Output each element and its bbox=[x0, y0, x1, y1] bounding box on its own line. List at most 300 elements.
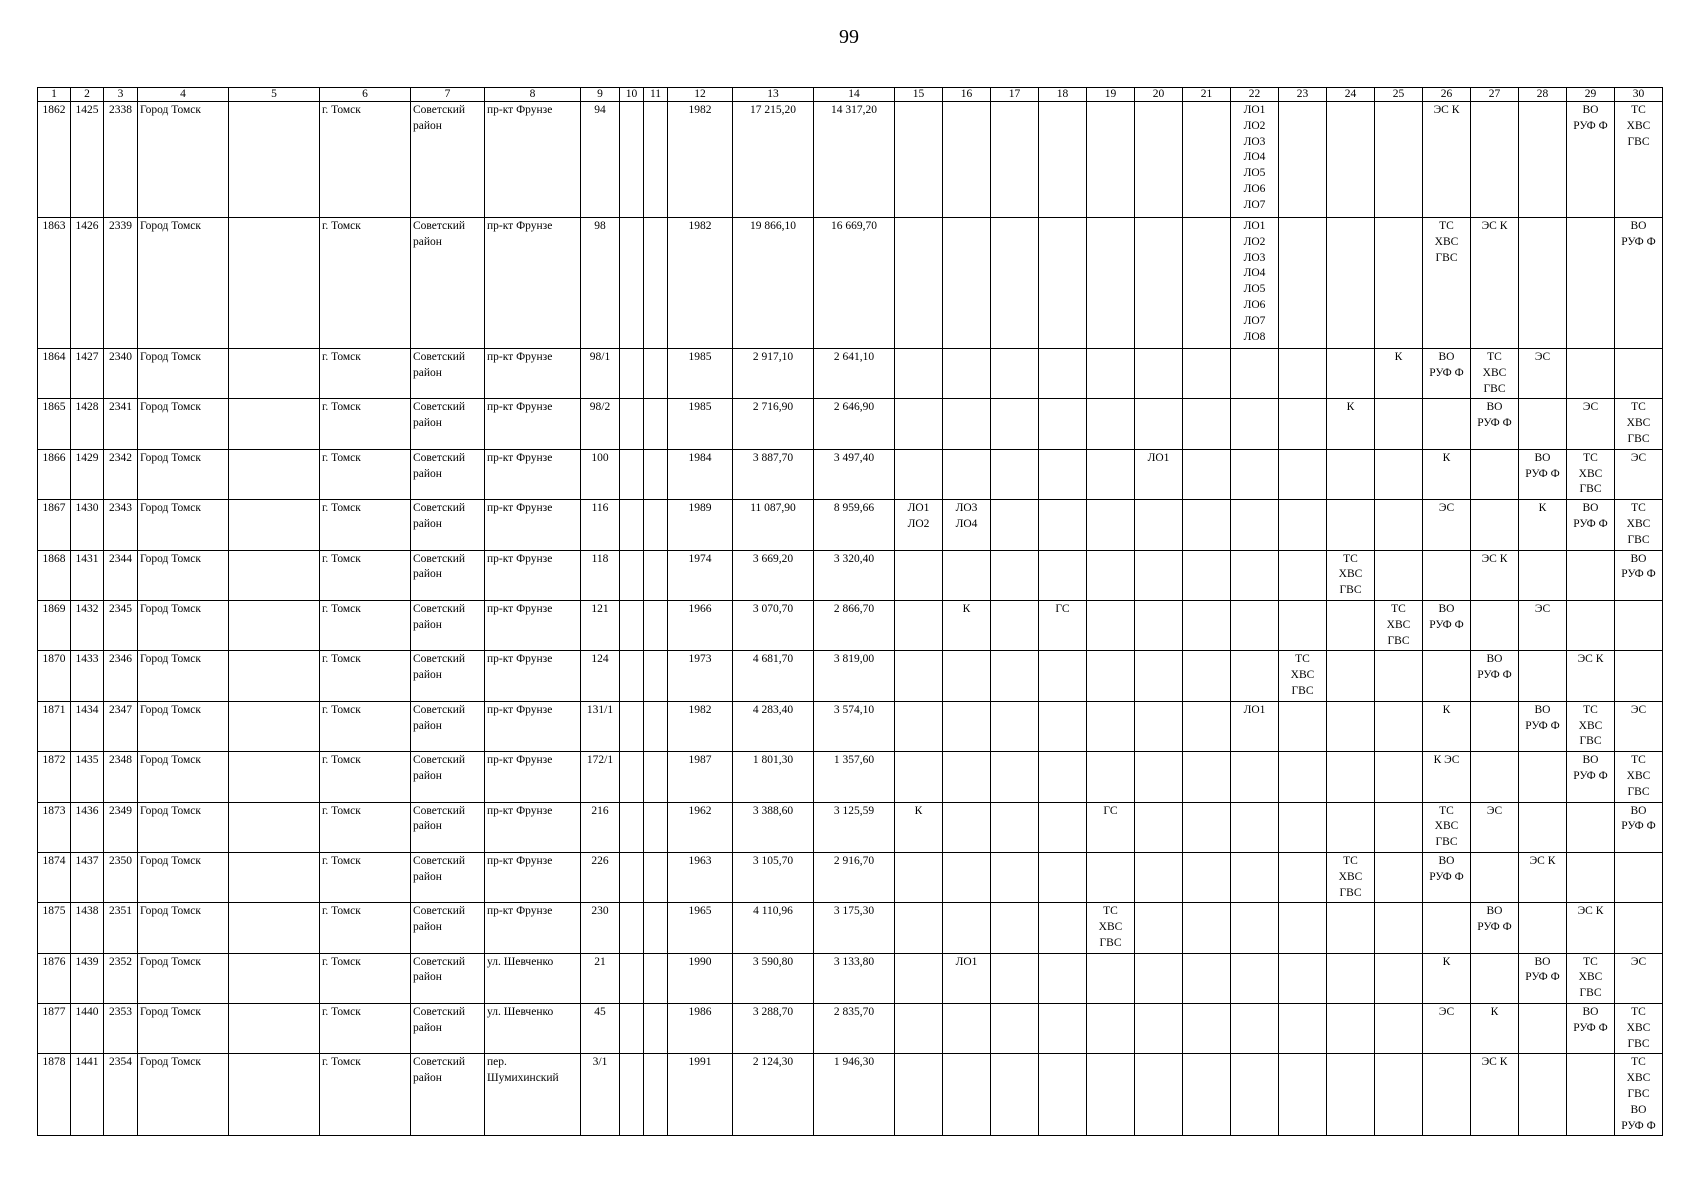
cell-col-18 bbox=[1039, 701, 1087, 751]
cell-col-23 bbox=[1279, 500, 1327, 550]
cell-col-12: 1982 bbox=[668, 218, 733, 349]
cell-col-26 bbox=[1423, 1054, 1471, 1136]
cell-col-22 bbox=[1231, 852, 1279, 902]
cell-col-22: ЛО1 ЛО2 ЛО3 ЛО4 ЛО5 ЛО6 ЛО7 bbox=[1231, 102, 1279, 218]
table-row bbox=[38, 903, 1663, 953]
cell-col-23 bbox=[1279, 1004, 1327, 1054]
cell-col-21 bbox=[1183, 752, 1231, 802]
cell-col-12: 1989 bbox=[668, 500, 733, 550]
cell-col-24 bbox=[1327, 500, 1375, 550]
cell-col-26: К bbox=[1423, 701, 1471, 751]
cell-col-16 bbox=[943, 752, 991, 802]
table-row bbox=[38, 449, 1663, 499]
cell-col-12: 1990 bbox=[668, 953, 733, 1003]
cell-col-19 bbox=[1087, 102, 1135, 218]
cell-col-6: г. Томск bbox=[320, 102, 411, 218]
cell-col-8: пр-кт Фрунзе bbox=[485, 651, 581, 701]
cell-col-28 bbox=[1519, 550, 1567, 600]
column-header-9: 9 bbox=[581, 88, 620, 102]
cell-col-20 bbox=[1135, 1004, 1183, 1054]
cell-col-23 bbox=[1279, 449, 1327, 499]
cell-col-1: 1869 bbox=[38, 600, 71, 650]
cell-col-16 bbox=[943, 349, 991, 399]
cell-col-25 bbox=[1375, 399, 1423, 449]
cell-col-11 bbox=[644, 349, 668, 399]
cell-col-12: 1965 bbox=[668, 903, 733, 953]
cell-col-27: ВО РУФ Ф bbox=[1471, 903, 1519, 953]
column-header-16: 16 bbox=[943, 88, 991, 102]
cell-col-13: 4 110,96 bbox=[733, 903, 814, 953]
cell-col-18 bbox=[1039, 550, 1087, 600]
cell-col-9: 100 bbox=[581, 449, 620, 499]
cell-col-26: ЭС К bbox=[1423, 102, 1471, 218]
cell-col-26: К bbox=[1423, 449, 1471, 499]
cell-col-3: 2345 bbox=[104, 600, 138, 650]
cell-col-2: 1440 bbox=[71, 1004, 104, 1054]
table-row bbox=[38, 550, 1663, 600]
cell-col-13: 3 288,70 bbox=[733, 1004, 814, 1054]
cell-col-7: Советский район bbox=[411, 349, 485, 399]
cell-col-26 bbox=[1423, 651, 1471, 701]
cell-col-17 bbox=[991, 852, 1039, 902]
cell-col-15 bbox=[895, 218, 943, 349]
cell-col-29: ВО РУФ Ф bbox=[1567, 102, 1615, 218]
cell-col-10 bbox=[620, 852, 644, 902]
cell-col-6: г. Томск bbox=[320, 600, 411, 650]
cell-col-19 bbox=[1087, 600, 1135, 650]
column-header-3: 3 bbox=[104, 88, 138, 102]
cell-col-1: 1863 bbox=[38, 218, 71, 349]
cell-col-18 bbox=[1039, 399, 1087, 449]
cell-col-11 bbox=[644, 1054, 668, 1136]
cell-col-19 bbox=[1087, 550, 1135, 600]
cell-col-12: 1963 bbox=[668, 852, 733, 902]
cell-col-22 bbox=[1231, 550, 1279, 600]
cell-col-24: ТС ХВС ГВС bbox=[1327, 852, 1375, 902]
cell-col-3: 2339 bbox=[104, 218, 138, 349]
cell-col-22: ЛО1 bbox=[1231, 701, 1279, 751]
cell-col-22 bbox=[1231, 1054, 1279, 1136]
column-header-28: 28 bbox=[1519, 88, 1567, 102]
cell-col-3: 2344 bbox=[104, 550, 138, 600]
cell-col-17 bbox=[991, 802, 1039, 852]
cell-col-11 bbox=[644, 399, 668, 449]
table-row bbox=[38, 701, 1663, 751]
cell-col-5 bbox=[229, 399, 320, 449]
cell-col-6: г. Томск bbox=[320, 752, 411, 802]
cell-col-24 bbox=[1327, 752, 1375, 802]
cell-col-9: 216 bbox=[581, 802, 620, 852]
cell-col-17 bbox=[991, 399, 1039, 449]
cell-col-2: 1431 bbox=[71, 550, 104, 600]
cell-col-5 bbox=[229, 550, 320, 600]
cell-col-15: К bbox=[895, 802, 943, 852]
cell-col-7: Советский район bbox=[411, 1004, 485, 1054]
column-header-10: 10 bbox=[620, 88, 644, 102]
cell-col-29 bbox=[1567, 218, 1615, 349]
cell-col-14: 14 317,20 bbox=[814, 102, 895, 218]
cell-col-2: 1429 bbox=[71, 449, 104, 499]
cell-col-16 bbox=[943, 701, 991, 751]
cell-col-3: 2347 bbox=[104, 701, 138, 751]
cell-col-2: 1428 bbox=[71, 399, 104, 449]
cell-col-27 bbox=[1471, 600, 1519, 650]
cell-col-7: Советский район bbox=[411, 651, 485, 701]
cell-col-1: 1862 bbox=[38, 102, 71, 218]
cell-col-16: К bbox=[943, 600, 991, 650]
cell-col-26: ТС ХВС ГВС bbox=[1423, 218, 1471, 349]
cell-col-15 bbox=[895, 903, 943, 953]
column-header-7: 7 bbox=[411, 88, 485, 102]
cell-col-20 bbox=[1135, 1054, 1183, 1136]
column-header-24: 24 bbox=[1327, 88, 1375, 102]
cell-col-19 bbox=[1087, 651, 1135, 701]
cell-col-20 bbox=[1135, 102, 1183, 218]
cell-col-28 bbox=[1519, 399, 1567, 449]
cell-col-21 bbox=[1183, 1004, 1231, 1054]
cell-col-25 bbox=[1375, 752, 1423, 802]
table-row bbox=[38, 651, 1663, 701]
cell-col-28 bbox=[1519, 802, 1567, 852]
cell-col-30: ЭС bbox=[1615, 953, 1663, 1003]
cell-col-6: г. Томск bbox=[320, 399, 411, 449]
cell-col-20 bbox=[1135, 953, 1183, 1003]
cell-col-28: ЭС bbox=[1519, 349, 1567, 399]
cell-col-13: 4 681,70 bbox=[733, 651, 814, 701]
cell-col-1: 1878 bbox=[38, 1054, 71, 1136]
cell-col-1: 1868 bbox=[38, 550, 71, 600]
cell-col-24 bbox=[1327, 1054, 1375, 1136]
cell-col-7: Советский район bbox=[411, 701, 485, 751]
cell-col-5 bbox=[229, 752, 320, 802]
cell-col-18 bbox=[1039, 953, 1087, 1003]
cell-col-5 bbox=[229, 953, 320, 1003]
cell-col-30: ВО РУФ Ф bbox=[1615, 802, 1663, 852]
cell-col-12: 1982 bbox=[668, 701, 733, 751]
cell-col-21 bbox=[1183, 651, 1231, 701]
cell-col-10 bbox=[620, 500, 644, 550]
cell-col-13: 3 669,20 bbox=[733, 550, 814, 600]
cell-col-10 bbox=[620, 752, 644, 802]
cell-col-14: 2 916,70 bbox=[814, 852, 895, 902]
cell-col-8: ул. Шевченко bbox=[485, 1004, 581, 1054]
cell-col-10 bbox=[620, 102, 644, 218]
cell-col-30 bbox=[1615, 903, 1663, 953]
cell-col-28 bbox=[1519, 903, 1567, 953]
table-row bbox=[38, 1054, 1663, 1136]
cell-col-20: ЛО1 bbox=[1135, 449, 1183, 499]
cell-col-13: 11 087,90 bbox=[733, 500, 814, 550]
cell-col-16: ЛО1 bbox=[943, 953, 991, 1003]
table-body bbox=[38, 102, 1663, 1136]
cell-col-11 bbox=[644, 651, 668, 701]
cell-col-8: пр-кт Фрунзе bbox=[485, 218, 581, 349]
cell-col-1: 1867 bbox=[38, 500, 71, 550]
cell-col-5 bbox=[229, 903, 320, 953]
cell-col-23 bbox=[1279, 550, 1327, 600]
table-row bbox=[38, 500, 1663, 550]
cell-col-21 bbox=[1183, 903, 1231, 953]
cell-col-12: 1986 bbox=[668, 1004, 733, 1054]
cell-col-26: ЭС bbox=[1423, 1004, 1471, 1054]
cell-col-12: 1987 bbox=[668, 752, 733, 802]
cell-col-2: 1426 bbox=[71, 218, 104, 349]
cell-col-11 bbox=[644, 500, 668, 550]
cell-col-6: г. Томск bbox=[320, 349, 411, 399]
cell-col-16 bbox=[943, 852, 991, 902]
cell-col-14: 3 175,30 bbox=[814, 903, 895, 953]
cell-col-27: ТС ХВС ГВС bbox=[1471, 349, 1519, 399]
cell-col-26: ТС ХВС ГВС bbox=[1423, 802, 1471, 852]
cell-col-14: 2 646,90 bbox=[814, 399, 895, 449]
cell-col-20 bbox=[1135, 550, 1183, 600]
cell-col-1: 1864 bbox=[38, 349, 71, 399]
cell-col-12: 1984 bbox=[668, 449, 733, 499]
cell-col-24 bbox=[1327, 953, 1375, 1003]
cell-col-23 bbox=[1279, 802, 1327, 852]
cell-col-18 bbox=[1039, 1004, 1087, 1054]
column-header-1: 1 bbox=[38, 88, 71, 102]
cell-col-4: Город Томск bbox=[138, 102, 229, 218]
cell-col-3: 2338 bbox=[104, 102, 138, 218]
column-header-30: 30 bbox=[1615, 88, 1663, 102]
cell-col-24 bbox=[1327, 102, 1375, 218]
cell-col-28: ЭС К bbox=[1519, 852, 1567, 902]
cell-col-7: Советский район bbox=[411, 802, 485, 852]
cell-col-4: Город Томск bbox=[138, 550, 229, 600]
cell-col-2: 1432 bbox=[71, 600, 104, 650]
cell-col-17 bbox=[991, 449, 1039, 499]
cell-col-13: 1 801,30 bbox=[733, 752, 814, 802]
cell-col-14: 3 497,40 bbox=[814, 449, 895, 499]
cell-col-27 bbox=[1471, 953, 1519, 1003]
cell-col-9: 98/1 bbox=[581, 349, 620, 399]
column-header-25: 25 bbox=[1375, 88, 1423, 102]
cell-col-30: ЭС bbox=[1615, 701, 1663, 751]
table-row bbox=[38, 1004, 1663, 1054]
cell-col-13: 3 070,70 bbox=[733, 600, 814, 650]
cell-col-3: 2350 bbox=[104, 852, 138, 902]
cell-col-29: ВО РУФ Ф bbox=[1567, 752, 1615, 802]
cell-col-30: ТС ХВС ГВС bbox=[1615, 500, 1663, 550]
page-number: 99 bbox=[839, 26, 859, 48]
cell-col-11 bbox=[644, 802, 668, 852]
column-header-13: 13 bbox=[733, 88, 814, 102]
cell-col-9: 121 bbox=[581, 600, 620, 650]
cell-col-6: г. Томск bbox=[320, 701, 411, 751]
cell-col-18 bbox=[1039, 802, 1087, 852]
cell-col-26: ВО РУФ Ф bbox=[1423, 600, 1471, 650]
cell-col-21 bbox=[1183, 399, 1231, 449]
cell-col-3: 2341 bbox=[104, 399, 138, 449]
cell-col-18 bbox=[1039, 903, 1087, 953]
cell-col-16 bbox=[943, 903, 991, 953]
cell-col-30: ВО РУФ Ф bbox=[1615, 550, 1663, 600]
table-row bbox=[38, 349, 1663, 399]
cell-col-26 bbox=[1423, 903, 1471, 953]
cell-col-14: 3 819,00 bbox=[814, 651, 895, 701]
table-row bbox=[38, 399, 1663, 449]
cell-col-10 bbox=[620, 449, 644, 499]
cell-col-4: Город Томск bbox=[138, 852, 229, 902]
cell-col-5 bbox=[229, 701, 320, 751]
cell-col-25 bbox=[1375, 218, 1423, 349]
cell-col-4: Город Томск bbox=[138, 500, 229, 550]
cell-col-17 bbox=[991, 218, 1039, 349]
cell-col-13: 4 283,40 bbox=[733, 701, 814, 751]
cell-col-26: К ЭС bbox=[1423, 752, 1471, 802]
cell-col-20 bbox=[1135, 349, 1183, 399]
cell-col-29: ЭС К bbox=[1567, 651, 1615, 701]
cell-col-6: г. Томск bbox=[320, 651, 411, 701]
cell-col-7: Советский район bbox=[411, 1054, 485, 1136]
cell-col-16 bbox=[943, 651, 991, 701]
cell-col-19 bbox=[1087, 752, 1135, 802]
cell-col-12: 1991 bbox=[668, 1054, 733, 1136]
cell-col-2: 1438 bbox=[71, 903, 104, 953]
cell-col-3: 2346 bbox=[104, 651, 138, 701]
cell-col-21 bbox=[1183, 953, 1231, 1003]
table-row bbox=[38, 852, 1663, 902]
cell-col-17 bbox=[991, 953, 1039, 1003]
cell-col-30 bbox=[1615, 600, 1663, 650]
cell-col-12: 1985 bbox=[668, 349, 733, 399]
cell-col-19 bbox=[1087, 1004, 1135, 1054]
cell-col-9: 124 bbox=[581, 651, 620, 701]
cell-col-10 bbox=[620, 399, 644, 449]
cell-col-1: 1865 bbox=[38, 399, 71, 449]
cell-col-23 bbox=[1279, 218, 1327, 349]
cell-col-14: 1 357,60 bbox=[814, 752, 895, 802]
cell-col-15 bbox=[895, 953, 943, 1003]
cell-col-10 bbox=[620, 600, 644, 650]
column-header-26: 26 bbox=[1423, 88, 1471, 102]
cell-col-11 bbox=[644, 449, 668, 499]
cell-col-23 bbox=[1279, 600, 1327, 650]
cell-col-22 bbox=[1231, 752, 1279, 802]
cell-col-16 bbox=[943, 449, 991, 499]
cell-col-23 bbox=[1279, 701, 1327, 751]
cell-col-9: 21 bbox=[581, 953, 620, 1003]
cell-col-29: ТС ХВС ГВС bbox=[1567, 449, 1615, 499]
cell-col-2: 1436 bbox=[71, 802, 104, 852]
cell-col-24 bbox=[1327, 218, 1375, 349]
cell-col-2: 1435 bbox=[71, 752, 104, 802]
cell-col-26: ВО РУФ Ф bbox=[1423, 349, 1471, 399]
cell-col-18 bbox=[1039, 1054, 1087, 1136]
cell-col-18 bbox=[1039, 349, 1087, 399]
cell-col-5 bbox=[229, 102, 320, 218]
cell-col-7: Советский район bbox=[411, 600, 485, 650]
cell-col-29 bbox=[1567, 802, 1615, 852]
cell-col-21 bbox=[1183, 600, 1231, 650]
cell-col-29: ТС ХВС ГВС bbox=[1567, 953, 1615, 1003]
cell-col-6: г. Томск bbox=[320, 852, 411, 902]
cell-col-16 bbox=[943, 102, 991, 218]
cell-col-15 bbox=[895, 852, 943, 902]
cell-col-29 bbox=[1567, 600, 1615, 650]
cell-col-6: г. Томск bbox=[320, 500, 411, 550]
cell-col-28 bbox=[1519, 752, 1567, 802]
cell-col-4: Город Томск bbox=[138, 752, 229, 802]
cell-col-4: Город Томск bbox=[138, 802, 229, 852]
column-header-2: 2 bbox=[71, 88, 104, 102]
cell-col-2: 1427 bbox=[71, 349, 104, 399]
cell-col-27: ВО РУФ Ф bbox=[1471, 651, 1519, 701]
cell-col-3: 2343 bbox=[104, 500, 138, 550]
cell-col-8: пр-кт Фрунзе bbox=[485, 903, 581, 953]
cell-col-25 bbox=[1375, 903, 1423, 953]
cell-col-26 bbox=[1423, 550, 1471, 600]
cell-col-20 bbox=[1135, 651, 1183, 701]
cell-col-6: г. Томск bbox=[320, 449, 411, 499]
cell-col-7: Советский район bbox=[411, 550, 485, 600]
cell-col-9: 226 bbox=[581, 852, 620, 902]
cell-col-11 bbox=[644, 1004, 668, 1054]
cell-col-17 bbox=[991, 500, 1039, 550]
cell-col-10 bbox=[620, 550, 644, 600]
cell-col-21 bbox=[1183, 449, 1231, 499]
cell-col-14: 3 125,59 bbox=[814, 802, 895, 852]
cell-col-14: 2 835,70 bbox=[814, 1004, 895, 1054]
cell-col-24: К bbox=[1327, 399, 1375, 449]
cell-col-1: 1866 bbox=[38, 449, 71, 499]
cell-col-9: 3/1 bbox=[581, 1054, 620, 1136]
cell-col-7: Советский район bbox=[411, 218, 485, 349]
cell-col-21 bbox=[1183, 102, 1231, 218]
cell-col-16 bbox=[943, 1054, 991, 1136]
cell-col-8: пер. Шумихинский bbox=[485, 1054, 581, 1136]
cell-col-12: 1962 bbox=[668, 802, 733, 852]
cell-col-27: ЭС К bbox=[1471, 218, 1519, 349]
cell-col-8: пр-кт Фрунзе bbox=[485, 102, 581, 218]
cell-col-17 bbox=[991, 903, 1039, 953]
cell-col-7: Советский район bbox=[411, 500, 485, 550]
cell-col-13: 2 716,90 bbox=[733, 399, 814, 449]
cell-col-12: 1974 bbox=[668, 550, 733, 600]
cell-col-29 bbox=[1567, 349, 1615, 399]
cell-col-2: 1430 bbox=[71, 500, 104, 550]
cell-col-4: Город Томск bbox=[138, 903, 229, 953]
cell-col-1: 1872 bbox=[38, 752, 71, 802]
cell-col-30 bbox=[1615, 651, 1663, 701]
cell-col-19 bbox=[1087, 349, 1135, 399]
cell-col-1: 1874 bbox=[38, 852, 71, 902]
cell-col-5 bbox=[229, 449, 320, 499]
cell-col-20 bbox=[1135, 852, 1183, 902]
cell-col-2: 1441 bbox=[71, 1054, 104, 1136]
cell-col-25 bbox=[1375, 550, 1423, 600]
cell-col-17 bbox=[991, 1054, 1039, 1136]
table-row bbox=[38, 600, 1663, 650]
cell-col-23 bbox=[1279, 953, 1327, 1003]
cell-col-22 bbox=[1231, 449, 1279, 499]
cell-col-23 bbox=[1279, 349, 1327, 399]
cell-col-28 bbox=[1519, 218, 1567, 349]
cell-col-30: ТС ХВС ГВС bbox=[1615, 399, 1663, 449]
cell-col-17 bbox=[991, 102, 1039, 218]
cell-col-30: ТС ХВС ГВС bbox=[1615, 1004, 1663, 1054]
cell-col-30: ТС ХВС ГВС ВО РУФ Ф bbox=[1615, 1054, 1663, 1136]
cell-col-21 bbox=[1183, 1054, 1231, 1136]
cell-col-10 bbox=[620, 802, 644, 852]
cell-col-15: ЛО1 ЛО2 bbox=[895, 500, 943, 550]
cell-col-9: 230 bbox=[581, 903, 620, 953]
cell-col-7: Советский район bbox=[411, 449, 485, 499]
column-header-22: 22 bbox=[1231, 88, 1279, 102]
cell-col-3: 2351 bbox=[104, 903, 138, 953]
cell-col-16: ЛО3 ЛО4 bbox=[943, 500, 991, 550]
